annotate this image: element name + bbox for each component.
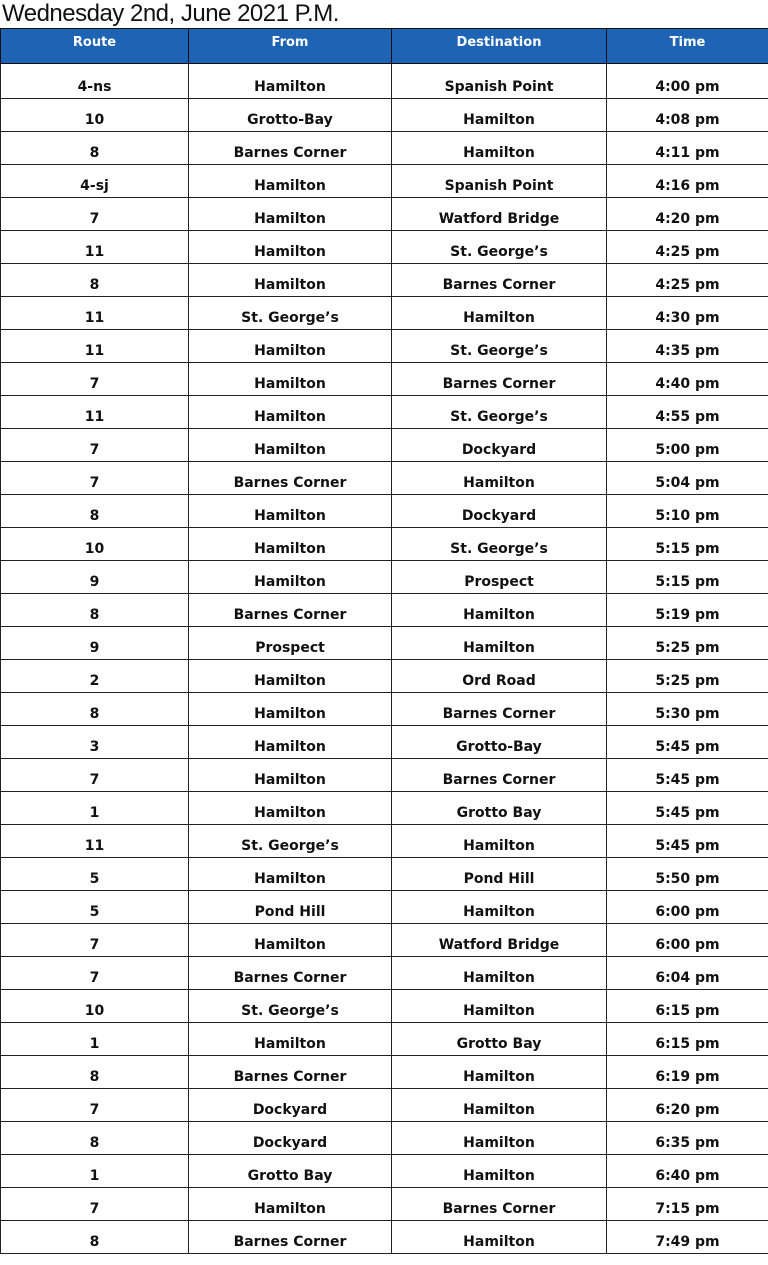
time-cell: 6:20 pm (607, 1089, 768, 1122)
time-cell: 5:19 pm (607, 594, 768, 627)
table-row (1, 1122, 768, 1155)
time-cell: 5:10 pm (607, 495, 768, 528)
time-cell: 4:20 pm (607, 198, 768, 231)
route-cell: 10 (1, 990, 189, 1023)
from-cell: Barnes Corner (189, 462, 392, 495)
from-cell: Dockyard (189, 1122, 392, 1155)
from-cell: Hamilton (189, 363, 392, 396)
table-body (1, 64, 768, 1254)
time-cell: 4:16 pm (607, 165, 768, 198)
table-row (1, 594, 768, 627)
route-cell: 5 (1, 891, 189, 924)
from-cell: Dockyard (189, 1089, 392, 1122)
table-row (1, 990, 768, 1023)
time-cell: 7:15 pm (607, 1188, 768, 1221)
table-row (1, 627, 768, 660)
route-cell: 7 (1, 1089, 189, 1122)
table-row (1, 825, 768, 858)
table-row (1, 1023, 768, 1056)
route-cell: 7 (1, 363, 189, 396)
from-cell: Barnes Corner (189, 594, 392, 627)
table-row (1, 462, 768, 495)
from-cell: Hamilton (189, 924, 392, 957)
route-cell: 1 (1, 1023, 189, 1056)
table-row (1, 99, 768, 132)
page-title: Wednesday 2nd, June 2021 P.M. (2, 0, 339, 27)
time-cell: 6:00 pm (607, 891, 768, 924)
table-row (1, 792, 768, 825)
destination-cell: Grotto Bay (392, 792, 607, 825)
destination-cell: Barnes Corner (392, 264, 607, 297)
table-row (1, 759, 768, 792)
from-cell: Hamilton (189, 396, 392, 429)
table-row (1, 495, 768, 528)
from-cell: Hamilton (189, 264, 392, 297)
destination-cell: Watford Bridge (392, 198, 607, 231)
time-cell: 5:25 pm (607, 627, 768, 660)
table-row (1, 132, 768, 165)
route-cell: 11 (1, 330, 189, 363)
from-cell: Barnes Corner (189, 1056, 392, 1089)
route-cell: 7 (1, 429, 189, 462)
column-header-from: From (189, 29, 392, 64)
table-row (1, 528, 768, 561)
table-row (1, 924, 768, 957)
from-cell: Grotto Bay (189, 1155, 392, 1188)
route-cell: 11 (1, 825, 189, 858)
from-cell: Hamilton (189, 330, 392, 363)
route-cell: 10 (1, 528, 189, 561)
route-cell: 11 (1, 396, 189, 429)
destination-cell: St. George’s (392, 528, 607, 561)
from-cell: Hamilton (189, 198, 392, 231)
table-row (1, 561, 768, 594)
destination-cell: Hamilton (392, 462, 607, 495)
table-row (1, 363, 768, 396)
destination-cell: Hamilton (392, 627, 607, 660)
route-cell: 5 (1, 858, 189, 891)
table-row (1, 1188, 768, 1221)
destination-cell: Hamilton (392, 1155, 607, 1188)
destination-cell: Spanish Point (392, 64, 607, 99)
time-cell: 5:00 pm (607, 429, 768, 462)
destination-cell: Grotto-Bay (392, 726, 607, 759)
route-cell: 8 (1, 132, 189, 165)
from-cell: Hamilton (189, 561, 392, 594)
route-cell: 8 (1, 594, 189, 627)
destination-cell: Hamilton (392, 891, 607, 924)
table-row (1, 957, 768, 990)
destination-cell: St. George’s (392, 231, 607, 264)
from-cell: St. George’s (189, 990, 392, 1023)
from-cell: Barnes Corner (189, 957, 392, 990)
destination-cell: Spanish Point (392, 165, 607, 198)
destination-cell: Hamilton (392, 99, 607, 132)
table-row (1, 1089, 768, 1122)
destination-cell: Hamilton (392, 1089, 607, 1122)
time-cell: 6:15 pm (607, 1023, 768, 1056)
bus-schedule-table (0, 28, 768, 1254)
time-cell: 5:15 pm (607, 528, 768, 561)
table-row (1, 1155, 768, 1188)
from-cell: Hamilton (189, 495, 392, 528)
time-cell: 5:45 pm (607, 726, 768, 759)
destination-cell: Hamilton (392, 957, 607, 990)
time-cell: 5:45 pm (607, 792, 768, 825)
time-cell: 4:11 pm (607, 132, 768, 165)
destination-cell: Hamilton (392, 594, 607, 627)
from-cell: Hamilton (189, 1023, 392, 1056)
destination-cell: Hamilton (392, 990, 607, 1023)
from-cell: Hamilton (189, 429, 392, 462)
time-cell: 5:15 pm (607, 561, 768, 594)
time-cell: 5:50 pm (607, 858, 768, 891)
destination-cell: Hamilton (392, 1056, 607, 1089)
from-cell: Hamilton (189, 660, 392, 693)
header-row (1, 29, 768, 64)
time-cell: 4:00 pm (607, 64, 768, 99)
from-cell: Hamilton (189, 165, 392, 198)
route-cell: 7 (1, 957, 189, 990)
destination-cell: Barnes Corner (392, 363, 607, 396)
time-cell: 5:45 pm (607, 825, 768, 858)
destination-cell: Pond Hill (392, 858, 607, 891)
time-cell: 4:30 pm (607, 297, 768, 330)
table-row (1, 891, 768, 924)
table-row (1, 297, 768, 330)
time-cell: 4:35 pm (607, 330, 768, 363)
from-cell: Barnes Corner (189, 1221, 392, 1254)
route-cell: 8 (1, 264, 189, 297)
from-cell: Hamilton (189, 693, 392, 726)
time-cell: 5:30 pm (607, 693, 768, 726)
table-row (1, 231, 768, 264)
table-row (1, 264, 768, 297)
route-cell: 7 (1, 1188, 189, 1221)
time-cell: 6:40 pm (607, 1155, 768, 1188)
route-cell: 7 (1, 462, 189, 495)
route-cell: 11 (1, 297, 189, 330)
from-cell: Barnes Corner (189, 132, 392, 165)
destination-cell: Dockyard (392, 429, 607, 462)
from-cell: Hamilton (189, 528, 392, 561)
table-row (1, 396, 768, 429)
destination-cell: St. George’s (392, 396, 607, 429)
time-cell: 5:04 pm (607, 462, 768, 495)
time-cell: 5:45 pm (607, 759, 768, 792)
from-cell: Hamilton (189, 231, 392, 264)
route-cell: 9 (1, 627, 189, 660)
time-cell: 4:40 pm (607, 363, 768, 396)
route-cell: 4-ns (1, 64, 189, 99)
time-cell: 4:25 pm (607, 264, 768, 297)
table-row (1, 330, 768, 363)
route-cell: 9 (1, 561, 189, 594)
from-cell: Hamilton (189, 1188, 392, 1221)
destination-cell: Grotto Bay (392, 1023, 607, 1056)
time-cell: 6:15 pm (607, 990, 768, 1023)
from-cell: Hamilton (189, 726, 392, 759)
route-cell: 7 (1, 924, 189, 957)
time-cell: 4:08 pm (607, 99, 768, 132)
time-cell: 5:25 pm (607, 660, 768, 693)
from-cell: Pond Hill (189, 891, 392, 924)
route-cell: 4-sj (1, 165, 189, 198)
table-row (1, 1056, 768, 1089)
time-cell: 6:35 pm (607, 1122, 768, 1155)
destination-cell: Barnes Corner (392, 693, 607, 726)
destination-cell: Hamilton (392, 297, 607, 330)
from-cell: Hamilton (189, 858, 392, 891)
route-cell: 2 (1, 660, 189, 693)
destination-cell: Hamilton (392, 1221, 607, 1254)
table-row (1, 726, 768, 759)
column-header-route: Route (1, 29, 189, 64)
time-cell: 6:19 pm (607, 1056, 768, 1089)
destination-cell: Prospect (392, 561, 607, 594)
destination-cell: Dockyard (392, 495, 607, 528)
table-header (1, 29, 768, 64)
column-header-time: Time (607, 29, 768, 64)
route-cell: 3 (1, 726, 189, 759)
table-row (1, 64, 768, 99)
route-cell: 1 (1, 792, 189, 825)
destination-cell: Hamilton (392, 132, 607, 165)
time-cell: 6:00 pm (607, 924, 768, 957)
table-row (1, 198, 768, 231)
route-cell: 8 (1, 1056, 189, 1089)
route-cell: 8 (1, 693, 189, 726)
from-cell: Hamilton (189, 759, 392, 792)
route-cell: 7 (1, 198, 189, 231)
from-cell: Hamilton (189, 64, 392, 99)
table-row (1, 660, 768, 693)
destination-cell: Hamilton (392, 825, 607, 858)
from-cell: Prospect (189, 627, 392, 660)
route-cell: 8 (1, 495, 189, 528)
route-cell: 8 (1, 1221, 189, 1254)
destination-cell: Hamilton (392, 1122, 607, 1155)
route-cell: 7 (1, 759, 189, 792)
destination-cell: Watford Bridge (392, 924, 607, 957)
destination-cell: St. George’s (392, 330, 607, 363)
route-cell: 8 (1, 1122, 189, 1155)
from-cell: Grotto-Bay (189, 99, 392, 132)
table-row (1, 429, 768, 462)
route-cell: 10 (1, 99, 189, 132)
time-cell: 4:25 pm (607, 231, 768, 264)
from-cell: Hamilton (189, 792, 392, 825)
table-row (1, 1221, 768, 1254)
from-cell: St. George’s (189, 297, 392, 330)
destination-cell: Barnes Corner (392, 759, 607, 792)
route-cell: 1 (1, 1155, 189, 1188)
time-cell: 4:55 pm (607, 396, 768, 429)
column-header-destination: Destination (392, 29, 607, 64)
from-cell: St. George’s (189, 825, 392, 858)
table-row (1, 693, 768, 726)
time-cell: 6:04 pm (607, 957, 768, 990)
time-cell: 7:49 pm (607, 1221, 768, 1254)
table-row (1, 858, 768, 891)
destination-cell: Barnes Corner (392, 1188, 607, 1221)
destination-cell: Ord Road (392, 660, 607, 693)
route-cell: 11 (1, 231, 189, 264)
table-row (1, 165, 768, 198)
